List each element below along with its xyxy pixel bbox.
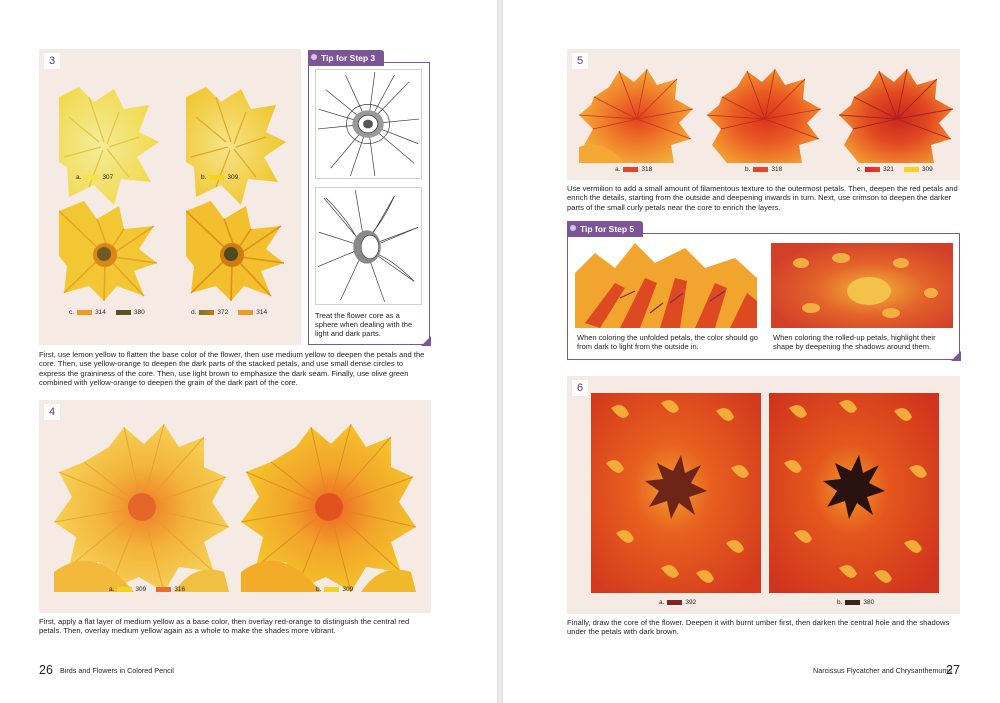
swatch-row-5c	[857, 166, 933, 173]
swatch-code: 314	[95, 309, 106, 316]
swatch-code: 307	[102, 174, 114, 181]
swatch-row-3b	[201, 174, 238, 181]
color-swatch	[845, 600, 860, 605]
swatch-code: 380	[133, 309, 145, 316]
swatch-code: 309	[135, 586, 147, 593]
step-6-panel	[567, 376, 960, 614]
step-number: 5	[572, 53, 588, 69]
step-number: 6	[572, 380, 588, 396]
swatch-row-3c	[69, 309, 145, 316]
swatch-code: 380	[863, 599, 875, 606]
color-swatch	[623, 167, 638, 172]
color-swatch	[84, 175, 99, 180]
swatch-letter: b.	[745, 166, 751, 173]
right-page	[503, 0, 1000, 703]
color-swatch	[199, 310, 214, 315]
swatch-code: 372	[217, 309, 229, 316]
flower-image-4b	[241, 422, 416, 592]
swatch-code: 392	[685, 599, 697, 606]
tip-step-3-tab: Tip for Step 3	[308, 50, 384, 66]
flower-image-5a	[579, 67, 694, 163]
swatch-row-4b	[316, 586, 353, 593]
color-swatch	[753, 167, 768, 172]
swatch-letter: a.	[109, 586, 115, 593]
tip-5-image-right	[771, 243, 953, 328]
swatch-letter: a.	[659, 599, 665, 606]
swatch-letter: a.	[76, 174, 82, 181]
color-swatch	[238, 310, 253, 315]
flower-image-3c	[59, 201, 159, 301]
flower-image-3d	[186, 201, 286, 301]
swatch-letter: c.	[69, 309, 75, 316]
page-number: 27	[946, 663, 960, 677]
swatch-row-3a	[76, 174, 113, 181]
swatch-letter: d.	[191, 309, 197, 316]
tip-3-text: Treat the flower core as a sphere when dealing with the light and dark parts.	[315, 311, 413, 339]
step-6-caption: Finally, draw the core of the flower. Deepen it with burnt umber first, then darken the central hole and the shadows under the petals with dark brown.	[567, 618, 950, 637]
step-number: 4	[44, 404, 60, 420]
left-page	[0, 0, 497, 703]
flower-image-3b	[186, 87, 286, 205]
tip-5-text-left: When coloring the unfolded petals, the color should go from dark to light from the outside in.	[577, 333, 758, 352]
step-4-caption: First, apply a flat layer of medium yellow as a base color, then overlay red-orange to distinguish the central red petals. Then, overlay medium yellow again as a whole to make the shades more vibrant.	[39, 617, 410, 636]
tip-step-3-box	[308, 62, 430, 345]
color-swatch	[209, 175, 224, 180]
running-title: Birds and Flowers in Colored Pencil	[60, 666, 174, 675]
step-5-caption: Use vermilion to add a small amount of filamentous texture to the outermost petals. Then, deepen the red petals and enrich the details, starting from the outside and deepening inwards in turn. Next, use crimson to deepen the darker parts of the small curly petals near the core to enrich the layers.	[567, 184, 958, 212]
swatch-code: 316	[174, 586, 186, 593]
flower-image-6a	[591, 393, 761, 593]
swatch-letter: b.	[201, 174, 207, 181]
swatch-letter: b.	[316, 586, 322, 593]
color-swatch	[117, 587, 132, 592]
step-3-caption: First, use lemon yellow to flatten the base color of the flower, then use medium yellow to deepen the petals and the core. Then, use yellow-orange to deepen the dark parts of the stacked petals, and use small dense circles to express the graininess of the core. Then, use light brown to emphasize the dark seam. Finally, use olive green combined with yellow-orange to deepen the grain of the dark part of the core.	[39, 350, 425, 388]
step-5-panel	[567, 49, 960, 180]
swatch-code: 309	[342, 586, 354, 593]
color-swatch	[865, 167, 880, 172]
tip-step-5-tab: Tip for Step 5	[567, 221, 643, 237]
flower-image-5c	[839, 67, 954, 163]
tip-step-5-box	[567, 233, 960, 360]
step-4-panel	[39, 400, 431, 613]
swatch-letter: a.	[615, 166, 621, 173]
swatch-row-3d	[191, 309, 267, 316]
page-number: 26	[39, 663, 53, 677]
swatch-row-5a	[615, 166, 652, 173]
step-3-panel	[39, 49, 301, 345]
swatch-code: 314	[256, 309, 268, 316]
swatch-code: 318	[641, 166, 653, 173]
flower-image-4a	[54, 422, 229, 592]
flower-image-3a	[59, 87, 159, 205]
swatch-code: 309	[227, 174, 239, 181]
swatch-letter: c.	[857, 166, 863, 173]
swatch-row-5b	[745, 166, 782, 173]
swatch-row-6a	[659, 599, 696, 606]
swatch-row-4a	[109, 586, 185, 593]
color-swatch	[324, 587, 339, 592]
swatch-code: 321	[883, 166, 894, 173]
color-swatch	[156, 587, 171, 592]
sketch-flower-core-top	[315, 69, 422, 179]
color-swatch	[77, 310, 92, 315]
flower-image-5b	[707, 67, 822, 163]
step-number: 3	[44, 53, 60, 69]
color-swatch	[116, 310, 131, 315]
swatch-code: 318	[771, 166, 783, 173]
color-swatch	[904, 167, 919, 172]
swatch-code: 309	[921, 166, 933, 173]
color-swatch	[667, 600, 682, 605]
running-title: Narcissus Flycatcher and Chrysanthemums	[813, 666, 953, 675]
tip-5-image-left	[575, 243, 757, 328]
swatch-letter: b.	[837, 599, 843, 606]
tip-5-text-right: When coloring the rolled-up petals, highlight their shape by deepening the shadows around them.	[773, 333, 936, 352]
sketch-flower-core-bottom	[315, 187, 422, 305]
flower-image-6b	[769, 393, 939, 593]
swatch-row-6b	[837, 599, 874, 606]
